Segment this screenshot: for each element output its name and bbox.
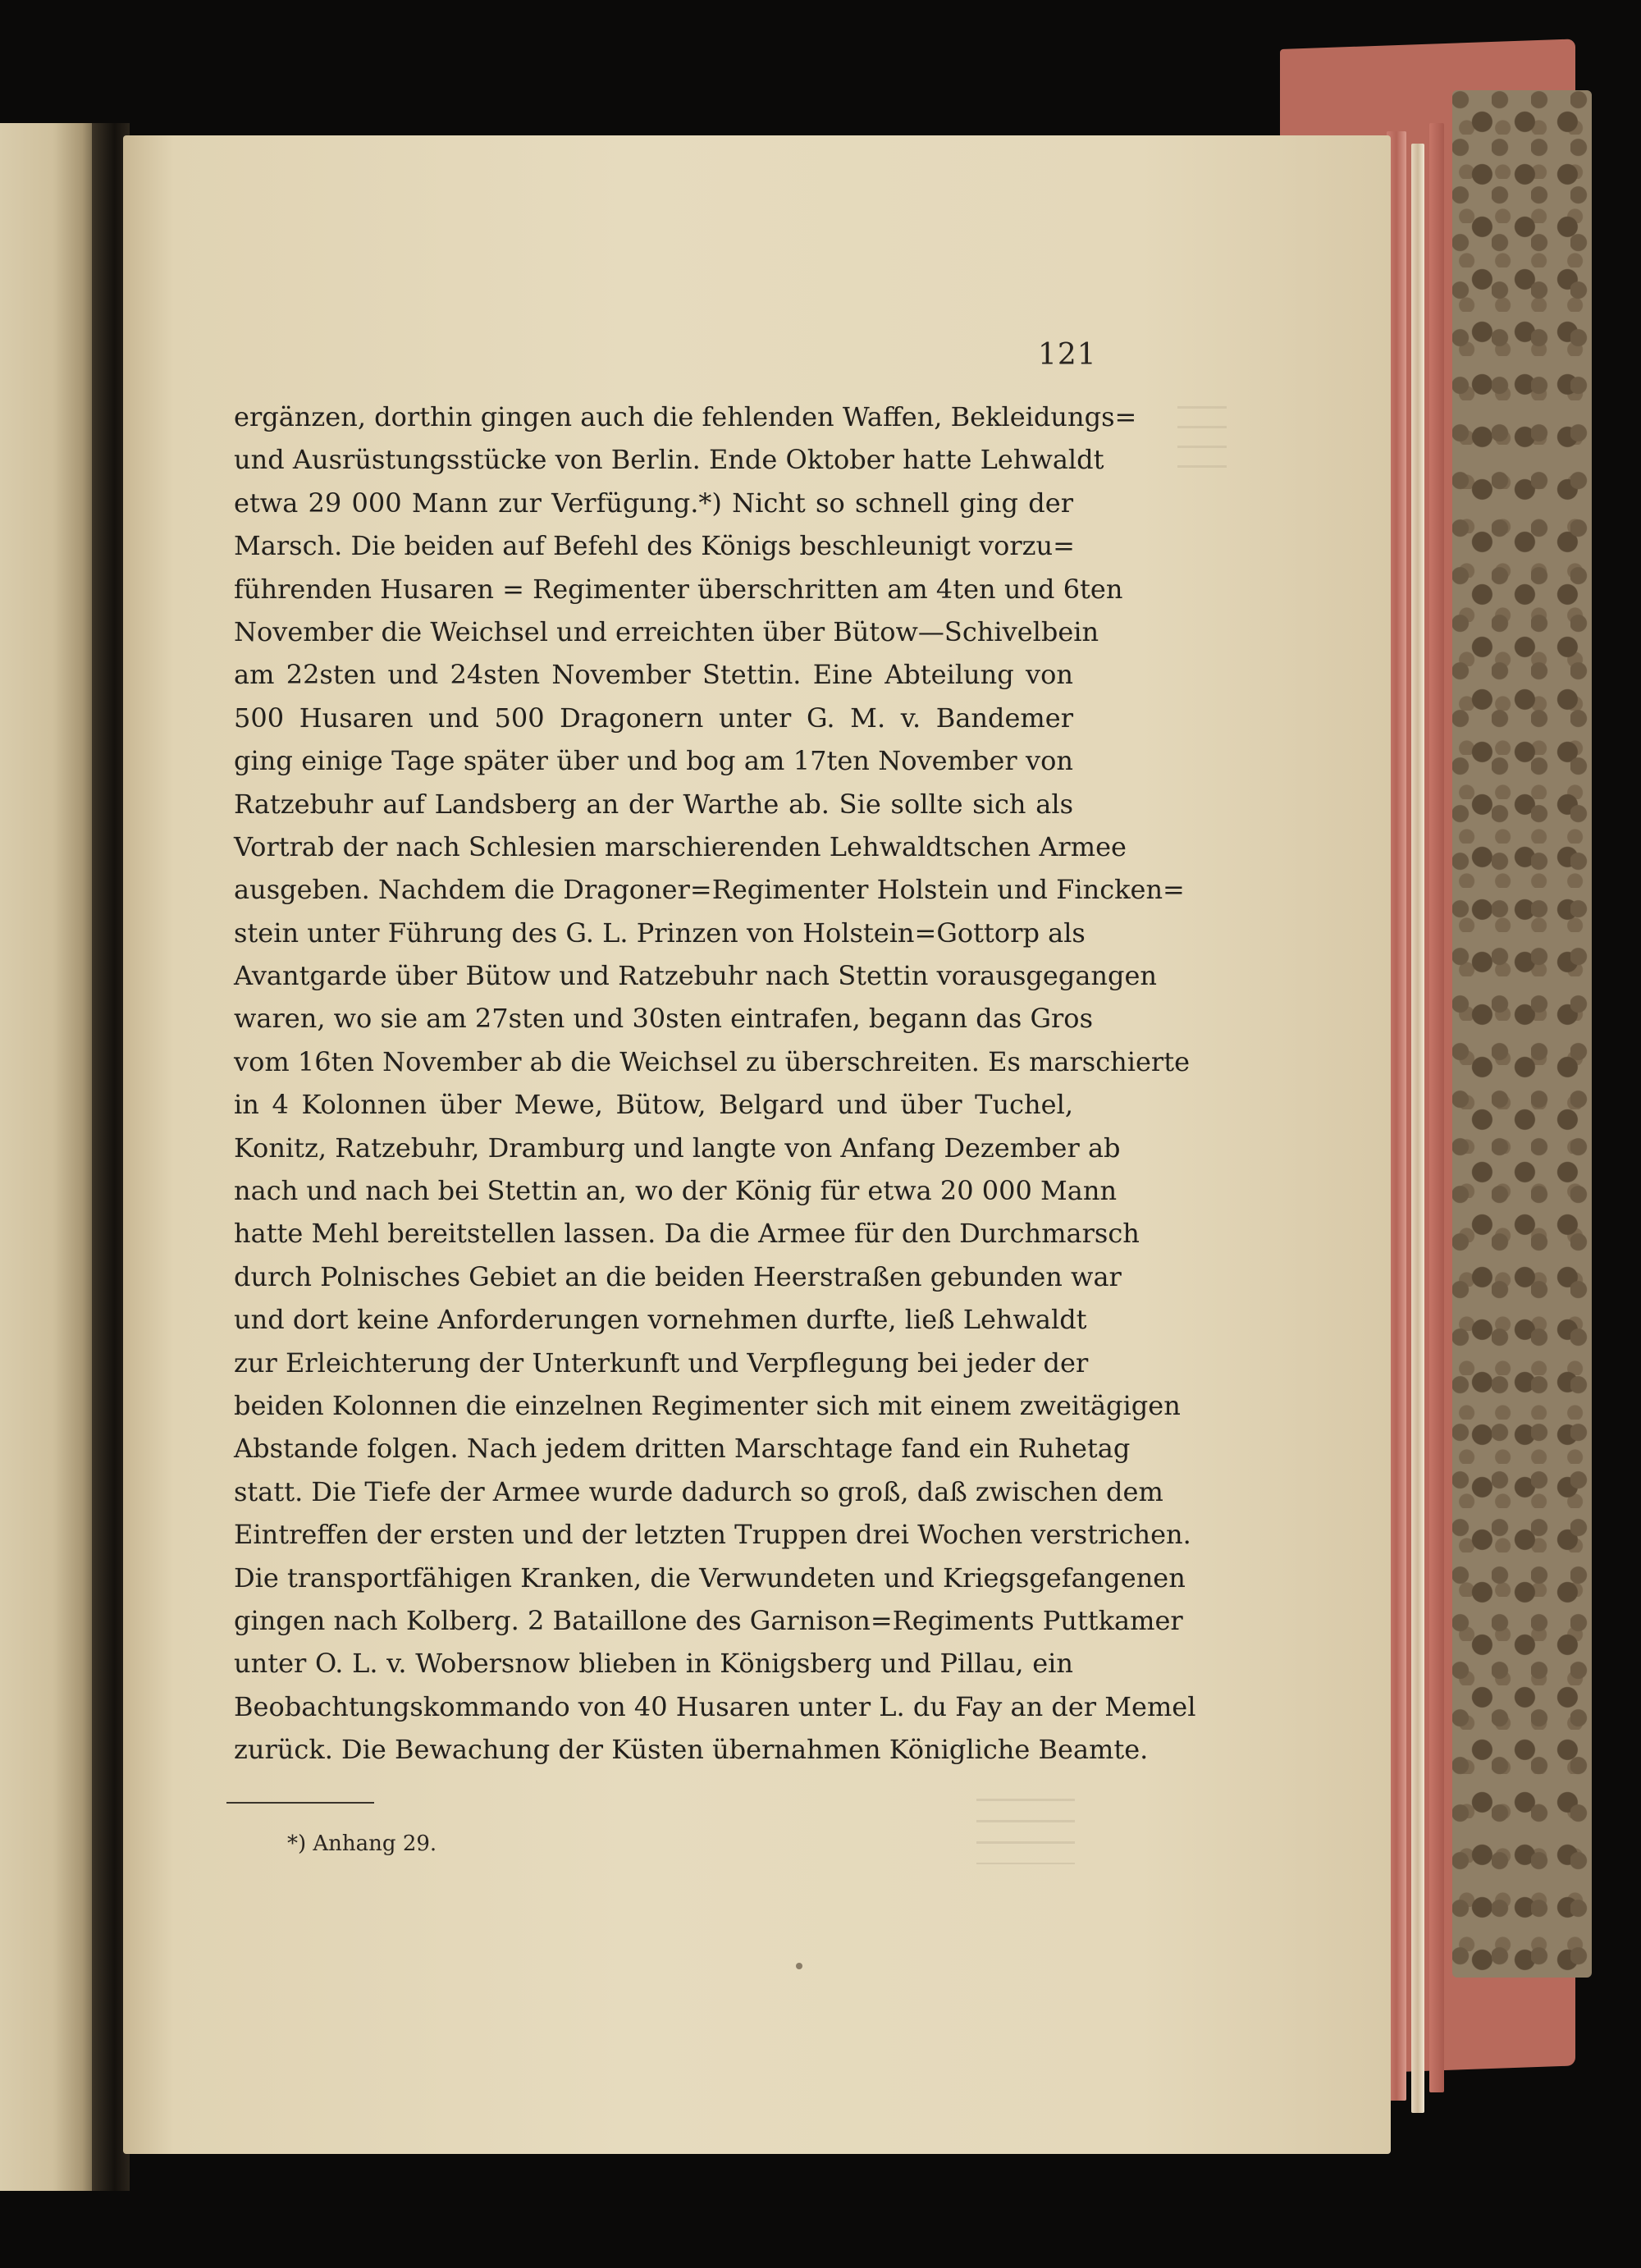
page-edge	[1411, 144, 1424, 2113]
text-line: hatte Mehl bereitstellen lassen. Da die Armee für den Durchmarsch	[234, 1218, 1140, 1250]
text-line: unter O. L. v. Wobersnow blieben in Königsberg und Pillau, ein	[234, 1648, 1073, 1680]
text-line: zur Erleichterung der Unterkunft und Verpflegung bei jeder der	[234, 1347, 1089, 1379]
text-line: waren, wo sie am 27sten und 30sten eintrafen, begann das Gros	[234, 1003, 1093, 1035]
text-line: Beobachtungskommando von 40 Husaren unter L. du Fay an der Memel	[234, 1690, 1196, 1722]
text-line: Ratzebuhr auf Landsberg an der Warthe ab. Sie sollte sich als	[234, 788, 1073, 820]
text-line: am 22sten und 24sten November Stettin. Eine Abteilung von	[234, 659, 1073, 691]
text-line: stein unter Führung des G. L. Prinzen von Holstein=Gottorp als	[234, 917, 1086, 949]
text-line: und Ausrüstungsstücke von Berlin. Ende Oktober hatte Lehwaldt	[234, 444, 1104, 476]
footnote: *) Anhang 29.	[287, 1831, 437, 1856]
bleed-through	[1177, 406, 1227, 472]
text-line: nach und nach bei Stettin an, wo der König für etwa 20 000 Mann	[234, 1175, 1118, 1207]
text-line: ging einige Tage später über und bog am 17ten November von	[234, 745, 1073, 777]
text-line: Marsch. Die beiden auf Befehl des Königs beschleunigt vorzu=	[234, 530, 1075, 562]
text-line: führenden Husaren = Regimenter überschritten am 4ten und 6ten	[234, 573, 1123, 605]
text-line: etwa 29 000 Mann zur Verfügung.*) Nicht so schnell ging der	[234, 487, 1073, 519]
left-facing-page	[0, 123, 97, 2191]
text-line: in 4 Kolonnen über Mewe, Bütow, Belgard und über Tuchel,	[234, 1089, 1073, 1121]
text-line: Abstande folgen. Nach jedem dritten Marschtage fand ein Ruhetag	[234, 1433, 1131, 1465]
text-line: Eintreffen der ersten und der letzten Truppen drei Wochen verstrichen.	[234, 1519, 1191, 1551]
page-number: 121	[1038, 338, 1097, 372]
body-text	[234, 396, 1196, 1772]
page-edge	[1429, 123, 1444, 2092]
footnote-rule	[226, 1802, 374, 1804]
paper-speck	[796, 1963, 802, 1969]
text-line: zurück. Die Bewachung der Küsten übernahmen Königliche Beamte.	[234, 1734, 1149, 1766]
text-line: Konitz, Ratzebuhr, Dramburg und langte von Anfang Dezember ab	[234, 1132, 1121, 1164]
text-line: November die Weichsel und erreichten über Bütow—Schivelbein	[234, 615, 1099, 647]
cover-pattern	[1452, 90, 1592, 1978]
text-line: ergänzen, dorthin gingen auch die fehlenden Waffen, Bekleidungs=	[234, 401, 1137, 432]
text-line: gingen nach Kolberg. 2 Bataillone des Garnison=Regiments Puttkamer	[234, 1604, 1183, 1636]
text-line: Die transportfähigen Kranken, die Verwundeten und Kriegsgefangenen	[234, 1562, 1186, 1594]
text-line: statt. Die Tiefe der Armee wurde dadurch so groß, daß zwischen dem	[234, 1475, 1163, 1507]
text-line: vom 16ten November ab die Weichsel zu überschreiten. Es marschierte	[234, 1045, 1191, 1077]
text-line: Vortrab der nach Schlesien marschierenden Lehwaldtschen Armee	[234, 830, 1127, 862]
text-line: beiden Kolonnen die einzelnen Regimenter sich mit einem zweitägigen	[234, 1389, 1181, 1421]
text-line: Avantgarde über Bütow und Ratzebuhr nach Stettin vorausgegangen	[234, 960, 1158, 992]
text-line: und dort keine Anforderungen vornehmen durfte, ließ Lehwaldt	[234, 1304, 1087, 1336]
text-line: ausgeben. Nachdem die Dragoner=Regimenter Holstein und Fincken=	[234, 874, 1185, 906]
bleed-through	[976, 1799, 1075, 1864]
text-line: durch Polnisches Gebiet an die beiden Heerstraßen gebunden war	[234, 1260, 1122, 1292]
text-line: 500 Husaren und 500 Dragonern unter G. M. v. Bandemer	[234, 702, 1073, 734]
